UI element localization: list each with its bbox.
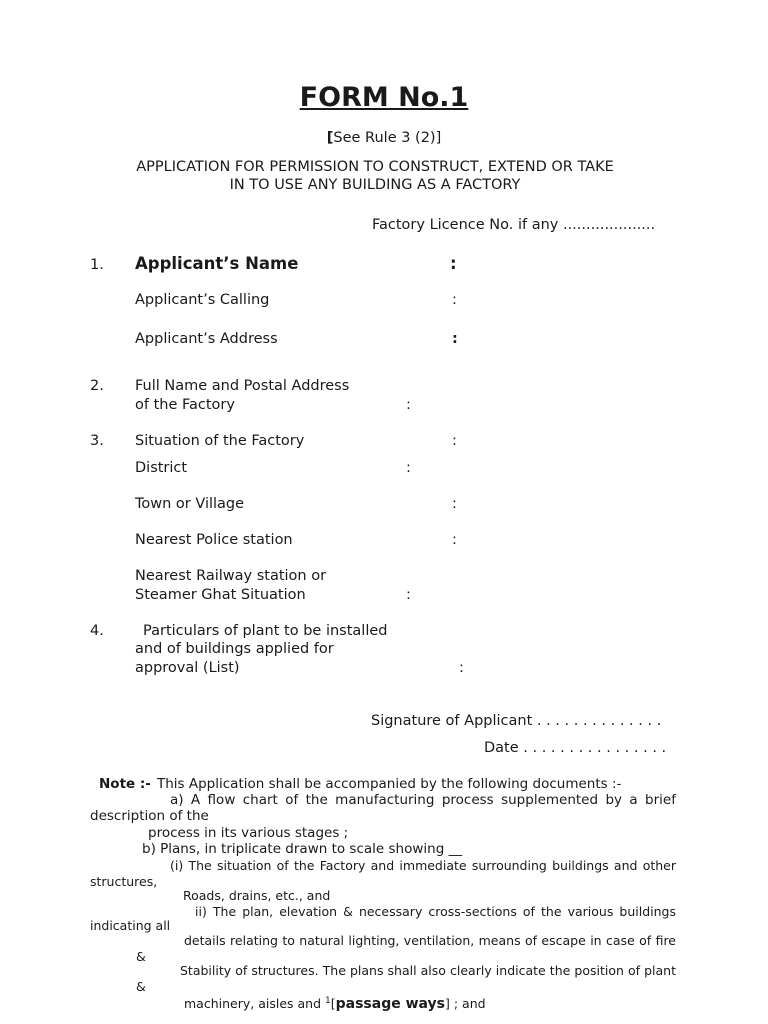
note-a-line-1: a) A flow chart of the manufacturing process supplemented by a brief <box>170 792 676 808</box>
applicant-address-label: Applicant’s Address <box>135 331 278 347</box>
district-label: District <box>135 460 188 476</box>
ampersand: & <box>136 979 146 994</box>
note-intro: This Application shall be accompanied by the following documents :- <box>157 776 622 792</box>
item-number-4: 4. <box>90 623 104 639</box>
applicant-calling-label: Applicant’s Calling <box>135 292 270 308</box>
note-b: b) Plans, in triplicate drawn to scale showing __ <box>142 841 463 857</box>
signature-label: Signature of Applicant . . . . . . . . . . . . . . <box>371 713 662 729</box>
note-ii-line-1: ii) The plan, elevation & necessary cross-sections of the various buildings <box>195 904 676 919</box>
note-i-line-3: Roads, drains, etc., and <box>183 888 331 903</box>
item-number-3: 3. <box>90 433 104 449</box>
colon: : <box>406 587 411 603</box>
date-label: Date . . . . . . . . . . . . . . . . <box>484 740 667 756</box>
licence-number-label: Factory Licence No. if any .................... <box>372 217 656 233</box>
note-i-line-2: structures, <box>90 874 158 889</box>
colon: : <box>452 496 457 512</box>
colon: : <box>450 254 457 273</box>
form-heading <box>90 158 660 194</box>
item-number-2: 2. <box>90 378 104 394</box>
note-ii-line-3: details relating to natural lighting, ventilation, means of escape in case of fire <box>184 933 676 948</box>
town-label: Town or Village <box>135 496 245 512</box>
note-ii-line-2: indicating all <box>90 918 171 933</box>
full-name-label-line-2: of the Factory <box>135 397 235 413</box>
colon: : <box>406 460 411 476</box>
heading-line-2: IN TO USE ANY BUILDING AS A FACTORY <box>229 177 521 193</box>
colon: : <box>452 331 458 347</box>
colon: : <box>406 397 411 413</box>
applicant-name-label: Applicant’s Name <box>135 254 299 273</box>
passage-ways-text: passage ways <box>335 996 446 1013</box>
note-ii-line-4: Stability of structures. The plans shall also clearly indicate the position of plant <box>180 963 676 978</box>
situation-label: Situation of the Factory <box>135 433 305 449</box>
police-station-label: Nearest Police station <box>135 532 293 548</box>
ampersand: & <box>136 949 146 964</box>
note-a-line-2: description of the <box>90 808 209 824</box>
note-label: Note :- <box>99 776 151 792</box>
item-number-1: 1. <box>90 257 104 273</box>
colon: : <box>452 532 457 548</box>
colon: : <box>452 433 457 449</box>
railway-label-line-2: Steamer Ghat Situation <box>135 587 306 603</box>
colon: : <box>459 660 464 676</box>
particulars-label-line-1: Particulars of plant to be installed <box>143 623 388 639</box>
full-name-label-line-1: Full Name and Postal Address <box>135 378 350 394</box>
rule-reference: [See Rule 3 (2)] <box>326 130 442 146</box>
railway-label-line-1: Nearest Railway station or <box>135 568 327 584</box>
footnote-marker: 1 <box>325 996 331 1006</box>
particulars-label-line-2: and of buildings applied for <box>135 641 334 657</box>
colon: : <box>452 292 457 308</box>
form-title: FORM No.1 <box>299 82 469 113</box>
particulars-label-line-3: approval (List) <box>135 660 240 676</box>
heading-line-1: APPLICATION FOR PERMISSION TO CONSTRUCT, EXTEND OR TAKE <box>136 159 614 175</box>
note-ii-line-5: machinery, aisles and $^1$[passage ways] ; and <box>184 996 486 1013</box>
note-a-line-3: process in its various stages ; <box>148 825 349 841</box>
note-i-line-1: (i) The situation of the Factory and immediate surrounding buildings and other <box>170 858 676 873</box>
